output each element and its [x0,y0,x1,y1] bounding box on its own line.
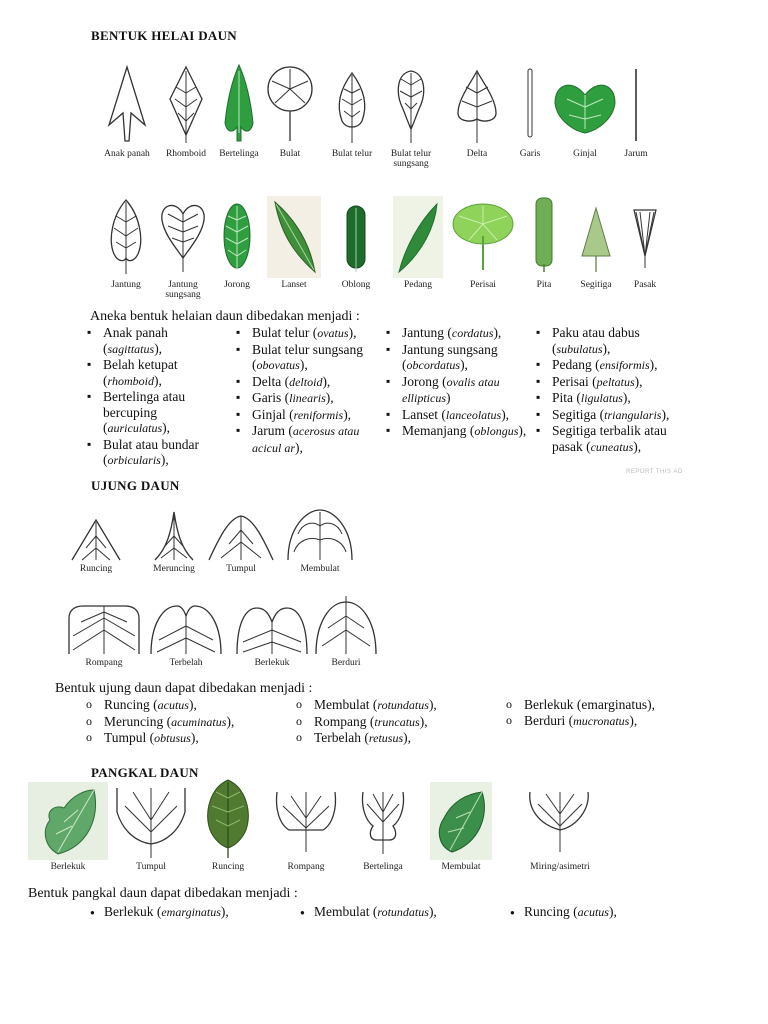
leaf-caption: Jantung sungsang [165,280,201,300]
term-item [234,407,384,424]
tip-figure-terbelah [148,600,224,668]
latin-term: obtusus [154,731,191,745]
tip-figure-runcing [66,508,126,574]
latin-term: subulatus [556,341,603,356]
leaf-figure-jantung [100,196,152,290]
leaf-figure-delta [450,63,504,159]
rhomboid-leaf-icon [164,63,208,147]
term-end: ), [419,713,428,729]
tip-caption: Rompang [85,658,123,668]
term-item [506,904,706,921]
term-text: Jantung sungsang ( [402,341,498,372]
leaf-figure-bulat-telur-sungsang [380,63,442,169]
term-end: ), [153,372,162,388]
term-end: ), [493,325,502,340]
term-item [85,389,225,437]
term-end: ), [633,438,642,454]
term-item [85,437,225,469]
leaf-figure-pedang [392,196,444,290]
base-figure-tumpul [114,782,188,872]
term-text: Berlekuk ( [104,904,162,919]
leaf-caption: Jarum [624,149,648,159]
term-text: Belah ketupat ( [103,357,178,388]
term-item [384,342,534,374]
term-item [296,714,496,731]
mucronate-tip-icon [314,594,378,656]
retuse-tip-icon [149,600,223,656]
term-item [384,423,534,440]
leaf-figure-bulat [262,63,318,159]
leaf-caption: Pita [536,280,552,290]
leaf-caption: Perisai [470,280,496,290]
latin-term: sagittatus [107,341,155,356]
obcordate-leaf-icon [158,196,208,278]
leaf-figure-lanset [266,196,322,290]
latin-term: orbicularis [107,453,161,467]
truncate-tip-icon [67,600,141,656]
needle-leaf-icon [626,63,646,147]
term-end: ), [403,730,412,745]
latin-term: retusus [368,731,404,745]
latin-term: obovatus [256,358,300,372]
tip-caption: Tumpul [226,564,256,574]
sword-leaf-icon [393,196,443,278]
leaf-figure-bulat-telur [324,63,380,159]
term-item [234,325,384,342]
term-end: ), [154,340,163,356]
leaf-figure-ginjal [552,63,618,159]
latin-term: peltatus [596,374,635,389]
term-end: ), [629,712,638,728]
term-end: ), [190,730,199,745]
term-item [506,697,706,713]
term-text: Memanjang ( [402,423,475,438]
leaf-figure-jorong [214,196,260,290]
term-text: Jantung ( [402,325,452,340]
ujung-intro-text: Bentuk ujung daun dapat dibedakan menjadi : [55,681,313,696]
lanceolate-leaf-icon [267,196,321,278]
leaf-figure-anak-panah [98,63,156,159]
latin-term: ovatus [317,326,349,340]
term-end: ) [446,390,451,405]
tip-figure-meruncing [144,508,204,574]
leaf-figure-pasak [624,196,666,290]
term-item [506,713,706,730]
emarginate-base-icon [28,782,108,860]
term-end: ), [622,390,631,405]
term-text: Bulat telur sungsang ( [252,341,363,372]
term-item [534,423,684,455]
leaf-caption: Oblong [341,280,371,290]
latin-term: acerosus atau acicul ar [252,424,360,455]
arrow-leaf-icon [105,63,149,147]
leaf-figure-bertelinga [212,63,266,159]
term-text: Tumpul ( [104,730,155,745]
auriculate-base-icon [355,782,411,860]
term-item [534,325,684,357]
term-text: Jorong ( [402,373,447,389]
leaf-caption: Jantung [111,280,141,290]
term-item [534,374,684,391]
leaf-caption: Ginjal [573,149,597,159]
term-end: ), [649,357,658,372]
obtuse-tip-icon [207,508,275,562]
latin-term: ovalis atau ellipticus [402,374,500,405]
latin-term: obcordatus [406,358,461,372]
latin-term: rotundatus [377,905,429,919]
ovate-leaf-icon [330,63,374,147]
leaf-caption: Jorong [224,280,250,290]
helai-list-col-3 [384,325,534,440]
leaf-caption: Bulat [279,149,301,159]
term-text: Runcing ( [104,697,158,712]
term-item [234,342,384,374]
rounded-tip-icon [286,508,354,562]
base-caption: Tumpul [136,862,166,872]
term-end: ), [299,357,308,372]
tip-caption: Meruncing [153,564,195,574]
term-item [384,407,534,424]
oblong-leaf-icon [341,196,371,278]
term-text: Segitiga ( [552,406,605,422]
emarginate-tip-icon [235,600,309,656]
rounded-base-icon [430,782,492,860]
leaf-caption: Bulat telur sungsang [390,149,432,169]
term-item [234,390,384,407]
latin-term: ligulatus [580,391,623,405]
term-item [296,697,496,714]
term-text: Jarum ( [252,423,293,438]
term-text: Rompang ( [314,713,375,729]
obovate-leaf-icon [389,63,433,147]
tip-figure-rompang [66,600,142,668]
leaf-figure-jantung-sungsang [154,196,212,300]
term-item [384,374,534,407]
helai-list-col-4 [534,325,684,455]
leaf-caption: Bertelinga [219,149,259,159]
term-item [296,904,496,921]
term-text: Perisai ( [552,373,597,389]
term-end: ), [160,452,169,467]
term-end: ), [322,373,331,389]
latin-term: emarginatus [161,905,221,919]
term-text: Terbelah ( [314,730,369,745]
heading-pangkal-daun: PANGKAL DAUN [91,765,199,780]
term-item [234,423,384,456]
base-figure-bertelinga [352,782,414,872]
leaf-figure-rhomboid [158,63,214,159]
tip-caption: Berduri [331,658,361,668]
term-end: ), [428,697,437,712]
term-item [85,325,225,357]
leaf-caption: Lanset [281,280,307,290]
base-caption: Bertelinga [363,862,403,872]
tip-figure-membulat [284,508,356,574]
tip-caption: Membulat [300,564,340,574]
ribbon-leaf-icon [531,196,557,278]
leaf-caption: Garis [519,149,541,159]
heading-helai-daun: BENTUK HELAI DAUN [91,28,237,43]
acuminate-tip-icon [149,508,199,562]
pangkal-intro-text: Bentuk pangkal daun dapat dibedakan menjadi : [28,886,298,901]
round-leaf-icon [265,63,315,147]
helai-intro-text: Aneka bentuk helaian daun dibedakan menjadi : [90,309,360,324]
leaf-caption: Pasak [633,280,657,290]
latin-term: auriculatus [107,421,163,435]
term-item [86,904,286,921]
tip-caption: Terbelah [169,658,203,668]
term-end: ), [428,904,437,919]
term-item [534,390,684,407]
leaf-caption: Anak panah [104,149,150,159]
term-text: Berduri ( [524,712,574,728]
term-text: Lanset ( [402,406,446,422]
latin-term: acutus [157,698,189,712]
term-text: Berlekuk (emarginatus), [524,697,655,712]
acute-tip-icon [68,508,124,562]
latin-term: deltoid [289,374,323,389]
tip-figure-berduri [312,594,380,668]
base-caption: Miring/asimetri [530,862,590,872]
linear-leaf-icon [520,63,540,147]
term-text: Pedang ( [552,357,600,372]
term-item [86,730,286,747]
term-item [384,325,534,342]
term-end: ), [602,340,611,356]
term-end: ), [343,406,352,422]
term-end: ), [608,904,617,919]
obtuse-base-icon [115,782,187,860]
term-end: ), [188,697,197,712]
base-figure-miring [514,782,606,872]
leaf-caption: Segitiga [580,280,612,290]
term-text: Bertelinga atau bercuping ( [103,389,186,435]
term-text: Ginjal ( [252,406,294,422]
report-ad-tag[interactable]: REPORT THIS AD [626,469,683,475]
term-item [296,730,496,747]
latin-term: cordatus [451,326,494,340]
latin-term: oblongus [474,424,519,438]
tip-caption: Berlekuk [254,658,290,668]
term-end: ), [661,406,670,422]
leaf-caption: Delta [466,149,488,159]
leaf-figure-pita [524,196,564,290]
latin-term: rotundatus [377,698,429,712]
ujung-list-col-1 [86,697,286,747]
term-end: ), [220,904,229,919]
term-item [534,407,684,424]
term-text: Paku atau dabus ( [552,325,640,356]
term-text: Membulat ( [314,697,378,712]
base-caption: Berlekuk [50,862,86,872]
helai-list-col-2 [234,325,384,456]
term-item [86,714,286,731]
base-caption: Membulat [441,862,481,872]
term-end: ), [634,373,643,389]
term-end: ), [460,357,468,372]
helai-list-col-1 [85,325,225,469]
delta-leaf-icon [454,63,500,147]
leaf-figure-segitiga [572,196,620,290]
leaf-figure-jarum [616,63,656,159]
term-item [85,357,225,389]
leaf-caption: Rhomboid [165,149,207,159]
term-text: Membulat ( [314,904,378,919]
triangle-leaf-icon [578,196,614,278]
ujung-list-col-2 [296,697,496,747]
elliptic-leaf-icon [219,196,255,278]
pangkal-list-col-3 [506,904,706,921]
term-text: Garis ( [252,390,290,405]
term-item [86,697,286,714]
latin-term: lanceolatus [445,407,502,422]
base-caption: Rompang [287,862,325,872]
peltate-leaf-icon [451,196,515,278]
term-item [534,357,684,374]
term-text: Meruncing ( [104,713,172,729]
leaf-figure-perisai [450,196,516,290]
pangkal-list-col-1 [86,904,286,921]
base-figure-runcing [200,778,256,872]
term-text: Bulat atau bundar ( [103,436,199,467]
base-figure-rompang [270,782,342,872]
latin-term: ensiformis [599,358,650,372]
latin-term: truncatus [374,714,420,729]
base-figure-membulat [428,782,494,872]
term-item [234,374,384,391]
leaf-figure-oblong [334,196,378,290]
term-end: ), [295,439,303,455]
term-text: Pita ( [552,390,581,405]
latin-term: triangularis [604,407,662,422]
base-figure-berlekuk [28,782,108,872]
heading-ujung-daun: UJUNG DAUN [91,478,180,493]
term-text: Bulat telur ( [252,325,318,340]
term-end: ), [325,390,334,405]
latin-term: linearis [289,391,326,405]
term-end: ), [518,423,527,438]
latin-term: mucronatus [573,713,630,728]
heart-leaf-icon [104,196,148,278]
leaf-figure-garis [510,63,550,159]
pangkal-list-col-2 [296,904,496,921]
term-end: ), [501,406,510,422]
term-text: Runcing ( [524,904,578,919]
eared-leaf-icon [217,63,261,147]
kidney-leaf-icon [553,63,617,147]
term-end: ), [162,420,171,435]
leaf-caption: Pedang [404,280,432,290]
latin-term: cuneatus [590,439,634,454]
tip-figure-tumpul [206,508,276,574]
term-text: Segitiga terbalik atau pasak ( [552,423,667,454]
truncate-base-icon [273,782,339,860]
term-end: ), [226,713,235,729]
cuneate-leaf-icon [630,196,660,278]
latin-term: acuminatus [171,714,227,729]
ujung-list-col-3 [506,697,706,729]
base-caption: Runcing [211,862,245,872]
latin-term: rhomboid [107,373,154,388]
latin-term: reniformis [293,407,344,422]
term-end: ), [348,325,357,340]
acute-base-icon [202,778,254,860]
term-text: Anak panah ( [103,325,168,356]
oblique-base-icon [526,782,594,860]
latin-term: acutus [577,905,609,919]
leaf-caption: Bulat telur [331,149,373,159]
tip-figure-berlekuk [234,600,310,668]
tip-caption: Runcing [79,564,113,574]
term-text: Delta ( [252,373,290,389]
